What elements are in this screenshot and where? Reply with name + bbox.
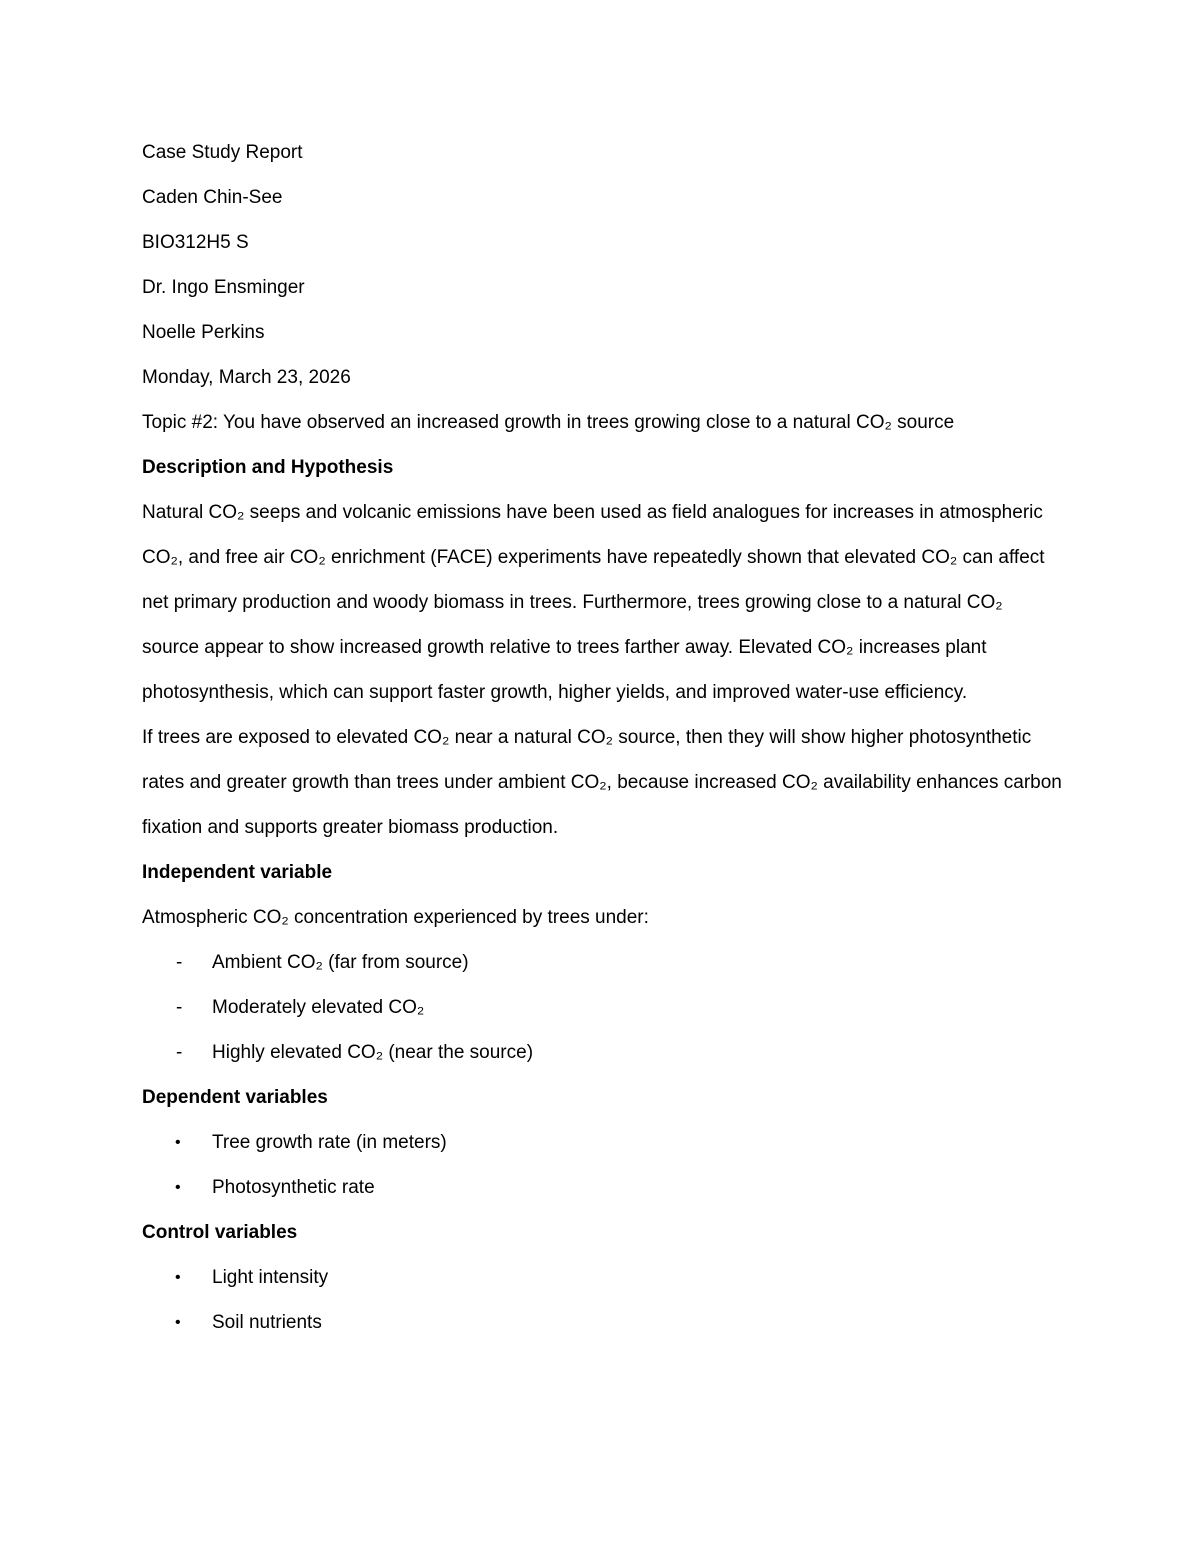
list-item: [142, 1030, 1062, 1075]
ta-name: Noelle Perkins: [142, 322, 265, 343]
bullet-marker: •: [175, 1269, 181, 1286]
list-item: [142, 985, 1062, 1030]
course-code: BIO312H5 S: [142, 232, 249, 253]
list-item: [142, 940, 1062, 985]
list-item: [142, 1165, 1062, 1210]
list-item-text: Ambient CO₂ (far from source): [212, 952, 469, 973]
independent-variable-intro: Atmospheric CO₂ concentration experienced by trees under:: [142, 907, 649, 928]
list-item-text: Soil nutrients: [212, 1312, 322, 1333]
topic-line: Topic #2: You have observed an increased growth in trees growing close to a natural CO₂ source: [142, 412, 955, 433]
description-heading: Description and Hypothesis: [142, 457, 394, 478]
list-item-text: Photosynthetic rate: [212, 1177, 375, 1198]
list-item-text: Highly elevated CO₂ (near the source): [212, 1042, 534, 1063]
dash-marker: -: [176, 952, 183, 973]
author-name: Caden Chin-See: [142, 187, 283, 208]
control-variables-heading: Control variables: [142, 1222, 298, 1243]
document-body: [142, 130, 1062, 1345]
list-item: [142, 1255, 1062, 1300]
list-item: [142, 1120, 1062, 1165]
list-item-text: Light intensity: [212, 1267, 329, 1288]
bullet-marker: •: [175, 1314, 181, 1331]
report-title: Case Study Report: [142, 142, 303, 163]
independent-variable-heading: Independent variable: [142, 862, 333, 883]
hypothesis-paragraph: If trees are exposed to elevated CO₂ near a natural CO₂ source, then they will show higher photosynthetic rates and greater growth than trees under ambient CO₂, because increased CO₂ availability enhances carbon fixation and supports greater biomass production.: [142, 727, 1062, 838]
instructor-name: Dr. Ingo Ensminger: [142, 277, 305, 298]
list-item-text: Moderately elevated CO₂: [212, 997, 425, 1018]
dependent-variables-heading: Dependent variables: [142, 1087, 328, 1108]
list-item: [142, 1300, 1062, 1345]
description-paragraph: Natural CO₂ seeps and volcanic emissions have been used as field analogues for increases in atmospheric CO₂, and free air CO₂ enrichment (FACE) experiments have repeatedly shown that elevated CO₂ can affect net primary production and woody biomass in trees. Furthermore, trees growing close to a natural CO₂ source appear to show increased growth relative to trees farther away. Elevated CO₂ increases plant photosynthesis, which can support faster growth, higher yields, and improved water-use efficiency.: [142, 502, 1045, 703]
report-date: Monday, March 23, 2026: [142, 367, 351, 388]
list-item-text: Tree growth rate (in meters): [212, 1132, 447, 1153]
bullet-marker: •: [175, 1134, 181, 1151]
dash-marker: -: [176, 1042, 183, 1063]
dash-marker: -: [176, 997, 183, 1018]
bullet-marker: •: [175, 1179, 181, 1196]
